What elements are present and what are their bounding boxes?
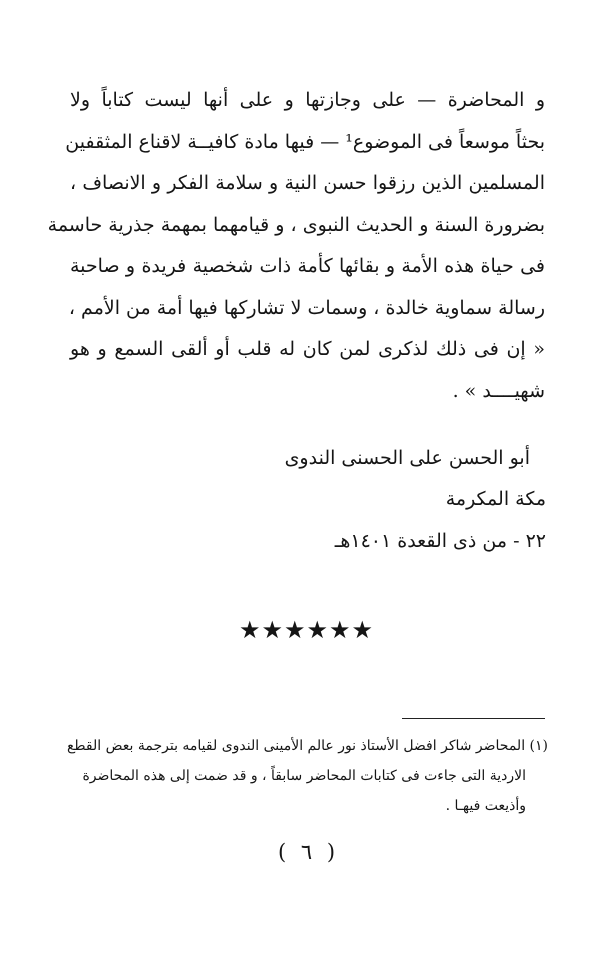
paragraph-line: شهيــــد » . bbox=[452, 379, 545, 402]
paragraph-line: بحثاً موسعاً فى الموضوع¹ — فيها مادة كافيــة لاقناع المثقفين bbox=[65, 130, 545, 153]
footnote bbox=[66, 731, 548, 821]
signature-place: مكة المكرمة bbox=[445, 488, 546, 510]
paragraph-line: رسالة سماوية خالدة ، وسمات لا تشاركها فيها أمة من الأمم ، bbox=[68, 296, 545, 319]
paragraph-line: فى حياة هذه الأمة و بقائها كأمة ذات شخصية فريدة و صاحبة bbox=[70, 255, 545, 277]
section-separator: ★★★★★★ bbox=[238, 616, 375, 644]
signature-date: ٢٢ - من ذى القعدة ١٤٠١هـ bbox=[334, 530, 546, 552]
main-paragraph bbox=[47, 80, 545, 412]
page-number: ( ٦ ) bbox=[277, 840, 336, 864]
footnote-line: (١) المحاضر شاكر افضل الأستاذ نور عالم الأمينى الندوى لقيامه بترجمة بعض القطع bbox=[66, 738, 548, 754]
author-signature: أبو الحسن على الحسنى الندوى bbox=[284, 447, 530, 469]
footnote-line: الاردية التى جاءت فى كتابات المحاضر سابقاً ، و قد ضمت إلى هذه المحاضرة bbox=[82, 768, 526, 784]
paragraph-line: و المحاضرة — على وجازتها و على أنها ليست كتاباً ولا bbox=[70, 89, 545, 111]
footnote-divider bbox=[402, 718, 545, 719]
paragraph-line: « إن فى ذلك لذكرى لمن كان له قلب أو ألقى السمع و هو bbox=[70, 338, 545, 360]
paragraph-line: المسلمين الذين رزقوا حسن النية و سلامة الفكر و الانصاف ، bbox=[70, 172, 545, 194]
paragraph-line: بضرورة السنة و الحديث النبوى ، و قيامهما بمهمة جذرية حاسمة bbox=[47, 213, 545, 236]
footnote-line: وأذيعت فيهـا . bbox=[445, 798, 526, 814]
